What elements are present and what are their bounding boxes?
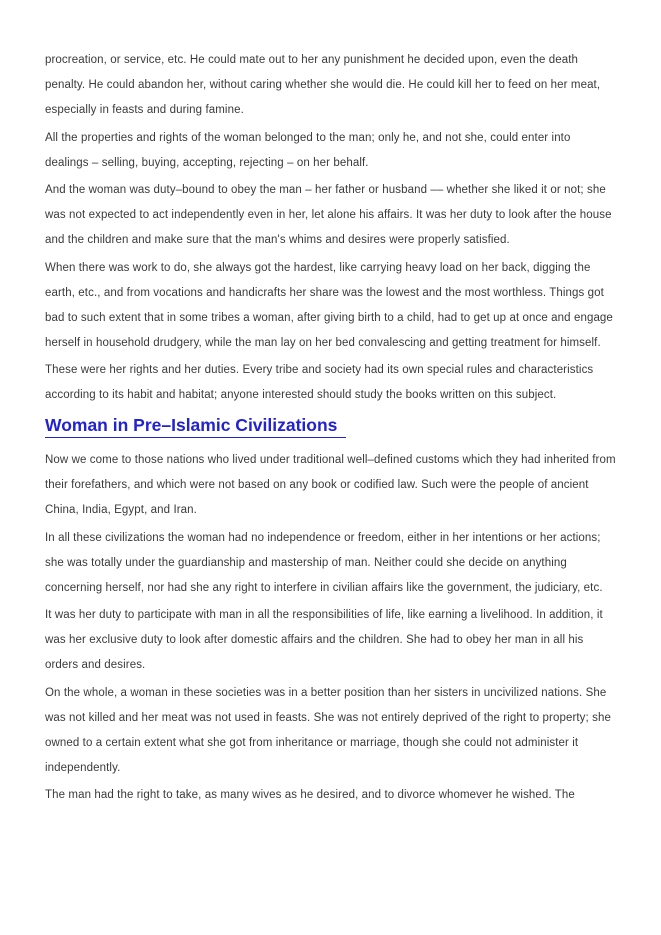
paragraph: When there was work to do, she always got the hardest, like carrying heavy load on her back, digging the earth, etc., and from vocations and handicrafts her share was the lowest and the most worthless. Things got bad to such extent that in some tribes a woman, after giving birth to a child, had to get up at once and engage herself in household drudgery, while the man lay on her bed convalescing and getting treatment for himself. [45, 261, 613, 349]
paragraph: The man had the right to take, as many wives as he desired, and to divorce whomever he wished. The [45, 789, 575, 801]
paragraph: It was her duty to participate with man in all the responsibilities of life, like earning a livelihood. In addition, it was her exclusive duty to look after domestic affairs and the children. She had to obey her man in all his orders and desires. [45, 609, 603, 671]
paragraph: procreation, or service, etc. He could mate out to her any punishment he decided upon, even the death penalty. He could abandon her, without caring whether she would die. He could kill her to feed on her meat, especially in feasts and during famine. [45, 54, 601, 116]
section-heading [45, 412, 616, 438]
paragraph: In all these civilizations the woman had no independence or freedom, either in her intentions or her actions; she was totally under the guardianship and mastership of man. Neither could she decide on anything concerning herself, nor had she any right to interfere in civilian affairs like the government, the judiciary, etc. [45, 531, 603, 594]
paragraph: These were her rights and her duties. Every tribe and society had its own special rules and characteristics according to its habit and habitat; anyone interested should study the books written on this subject. [45, 364, 594, 401]
paragraph: And the woman was duty–bound to obey the man – her father or husband –– whether she liked it or not; she was not expected to act independently even in her, let alone his affairs. It was her duty to look after the house and the children and make sure that the man's whims and desires were properly satisfied. [45, 184, 612, 246]
paragraph: On the whole, a woman in these societies was in a better position than her sisters in uncivilized nations. She was not killed and her meat was not used in feasts. She was not entirely deprived of the right to property; she owned to a certain extent what she got from inheritance or marriage, though she could not administer it independently. [45, 686, 611, 774]
section-heading-link[interactable]: Woman in Pre–Islamic Civilizations [45, 415, 346, 438]
paragraph: Now we come to those nations who lived under traditional well–defined customs which they had inherited from their forefathers, and which were not based on any book or codified law. Such were the people of ancient China, India, Egypt, and Iran. [45, 454, 616, 516]
paragraph: All the properties and rights of the woman belonged to the man; only he, and not she, could enter into dealings – selling, buying, accepting, rejecting – on her behalf. [45, 131, 571, 169]
